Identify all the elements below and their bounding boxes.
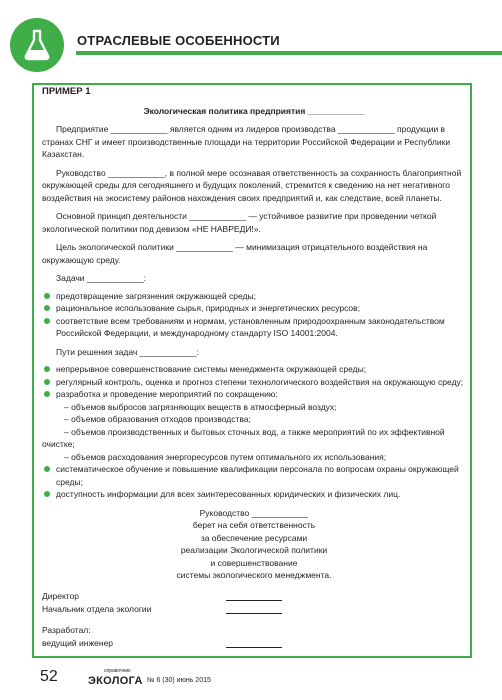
example-content: [42, 86, 466, 650]
responsibility-statement: [42, 507, 466, 582]
bullet-icon: [44, 466, 50, 472]
signature-row: [42, 637, 466, 650]
paragraph: Руководство ____________, в полной мере осознавая ответственность за сохранность благоприятной окружающей среды для сегодняшнего и будущих поколений, стремится к сведению на нет негативного воздействия на экосистему районов нахождения своих предприятий и, как следствие, всей планеты.: [42, 167, 462, 203]
statement-line: за обеспечение ресурсами: [200, 532, 308, 543]
bullet-icon: [44, 491, 50, 497]
ways-list: [42, 363, 466, 501]
sub-item: – объемов выбросов загрязняющих веществ в атмосферный воздух;: [64, 401, 337, 412]
signature-row: [42, 603, 466, 616]
bullet-icon: [44, 391, 50, 397]
sub-item: – объемов производственных и бытовых сточных вод, а также мероприятий по их эффективной очистке;: [42, 426, 445, 449]
signature-line: [226, 600, 282, 601]
signature-role: Директор: [42, 590, 80, 601]
bullet-icon: [44, 293, 50, 299]
bullet-icon: [44, 318, 50, 324]
bullet-icon: [44, 379, 50, 385]
tasks-label: Задачи ____________:: [56, 273, 146, 283]
bullet-icon: [44, 305, 50, 311]
paragraph: Основной принцип деятельности ____________ — устойчивое развитие при проведении четкой экологической политики под девизом «НЕ НАВРЕДИ!».: [42, 211, 437, 234]
statement-line: и совершенствование: [210, 557, 298, 568]
issue-info: № 6 (30) июнь 2015: [147, 677, 211, 684]
bullet-icon: [44, 366, 50, 372]
paragraph: Предприятие ____________ является одним из лидеров производства ____________ продукции в странах СНГ и имеет производственные площади на территории Российской Федерации и Республики Казахстан.: [42, 124, 451, 159]
signature-line: [226, 647, 282, 648]
header-rule: [76, 51, 502, 55]
list-item: предотвращение загрязнения окружающей среды;: [42, 290, 466, 303]
statement-line: берет на себя ответственность: [192, 520, 316, 530]
list-item: разработка и проведение мероприятий по сокращению:: [42, 388, 466, 401]
document-title: Экологическая политика предприятия ____________: [143, 105, 365, 116]
list-item: непрерывное совершенствование системы менеджмента окружающей среды;: [42, 363, 466, 376]
signature-role: Начальник отдела экологии: [42, 603, 152, 614]
ways-label: Пути решения задач ____________:: [56, 346, 199, 357]
signature-role: ведущий инженер: [42, 637, 114, 648]
developer-label: Разработал:: [42, 624, 91, 635]
brand-subtitle: справочник: [104, 668, 131, 674]
signature-line: [226, 613, 282, 614]
list-item: рациональное использование сырья, природных и энергетических ресурсов;: [42, 302, 466, 315]
section-badge: [10, 18, 64, 72]
paragraph: Цель экологической политики ____________ — минимизация отрицательного воздействия на окружающую среду.: [42, 242, 428, 265]
brand-logo: ЭКОЛОГА: [88, 675, 143, 687]
list-item: регулярный контроль, оценка и прогноз степени технологического воздействия на окружающую среду;: [42, 376, 466, 389]
flask-icon: [23, 29, 51, 61]
tasks-list: [42, 290, 466, 340]
list-item: систематическое обучение и повышение квалификации персонала по вопросам охраны окружающей среды;: [42, 463, 466, 488]
signature-row: [42, 590, 466, 603]
example-label: ПРИМЕР 1: [42, 86, 91, 97]
list-item: доступность информации для всех заинтересованных юридических и физических лиц.: [42, 488, 466, 501]
list-item: соответствие всем требованиям и нормам, установленным природоохранным законодательством Российской Федерации, и международному стандарту ISO 14001:2004.: [42, 315, 466, 340]
statement-line: системы экологического менеджмента.: [176, 570, 332, 580]
sub-item: – объемов образования отходов производства;: [64, 414, 251, 424]
section-title: ОТРАСЛЕВЫЕ ОСОБЕННОСТИ: [77, 33, 280, 48]
statement-line: реализации Экологической политики: [180, 545, 328, 555]
sub-item: – объемов расходования энергоресурсов путем оптимального их использования;: [64, 451, 387, 462]
page-number: 52: [40, 668, 58, 685]
statement-line: Руководство ____________: [199, 507, 309, 518]
